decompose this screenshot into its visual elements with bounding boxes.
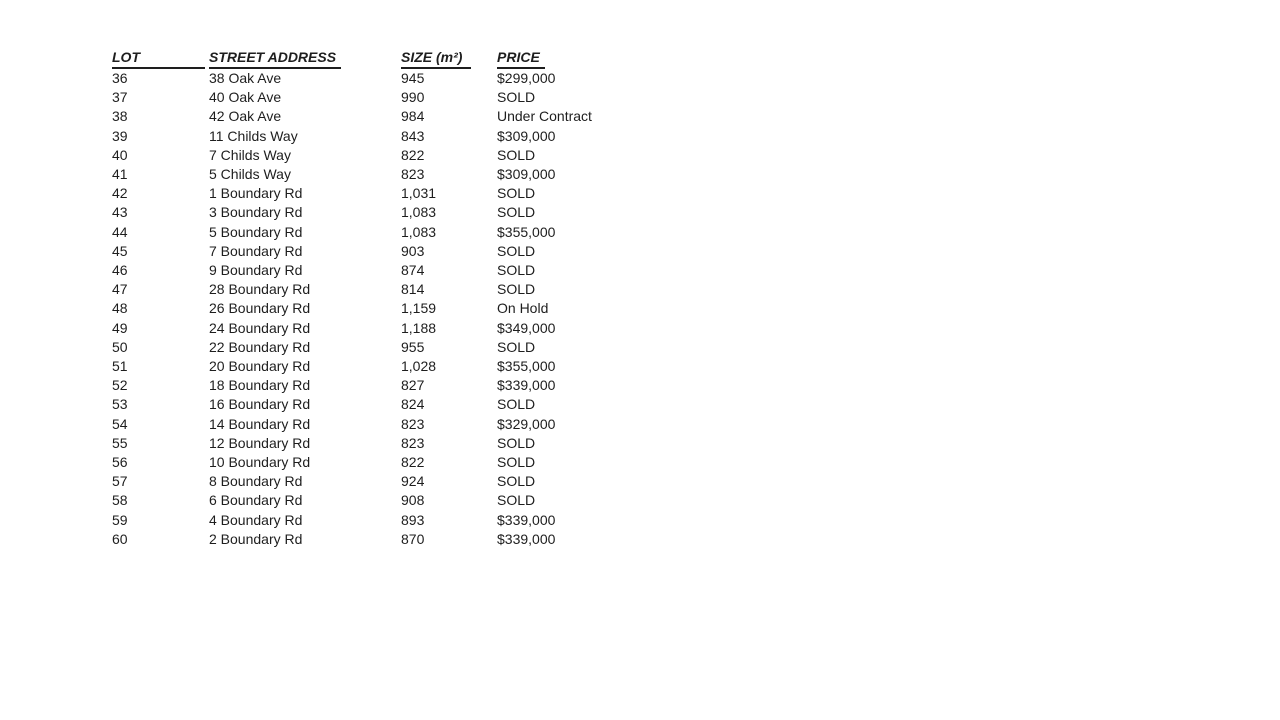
- table-row: [112, 165, 627, 184]
- table-row: [112, 280, 627, 299]
- cell-address: 38 Oak Ave: [209, 70, 282, 86]
- cell-lot: 45: [112, 242, 128, 259]
- cell-price: $329,000: [497, 415, 556, 432]
- cell-size: 843: [401, 127, 425, 144]
- header-price-label: PRICE: [497, 49, 540, 65]
- header-lot: [112, 48, 209, 69]
- cell-size: 1,159: [401, 300, 437, 317]
- table-row: [112, 453, 627, 472]
- table-row: [112, 223, 627, 242]
- cell-address: 10 Boundary Rd: [209, 454, 311, 471]
- cell-price: $339,000: [497, 377, 556, 394]
- cell-size: 822: [401, 146, 425, 163]
- cell-price: SOLD: [497, 338, 536, 355]
- cell-lot: 49: [112, 319, 128, 336]
- cell-price: SOLD: [497, 242, 536, 259]
- cell-address: 40 Oak Ave: [209, 89, 282, 106]
- cell-lot: 47: [112, 281, 128, 298]
- table-row: [112, 242, 627, 261]
- table-row: [112, 107, 627, 126]
- table-row: [112, 357, 627, 376]
- cell-size: 924: [401, 473, 425, 490]
- cell-size: 1,083: [401, 204, 437, 221]
- cell-address: 42 Oak Ave: [209, 108, 282, 125]
- cell-address: 5 Childs Way: [209, 166, 291, 183]
- cell-price: $299,000: [497, 70, 556, 86]
- cell-address: 2 Boundary Rd: [209, 530, 303, 547]
- cell-address: 4 Boundary Rd: [209, 511, 303, 528]
- cell-lot: 59: [112, 511, 128, 528]
- cell-size: 893: [401, 511, 425, 528]
- cell-lot: 55: [112, 434, 128, 451]
- cell-lot: 46: [112, 262, 128, 279]
- table-row: [112, 319, 627, 338]
- cell-size: 1,028: [401, 358, 437, 375]
- cell-address: 9 Boundary Rd: [209, 262, 303, 279]
- cell-size: 822: [401, 454, 425, 471]
- cell-price: SOLD: [497, 185, 536, 202]
- cell-price: SOLD: [497, 281, 536, 298]
- cell-price: $309,000: [497, 166, 556, 183]
- table-row: [112, 376, 627, 395]
- cell-lot: 38: [112, 108, 128, 125]
- cell-address: 18 Boundary Rd: [209, 377, 311, 394]
- cell-price: SOLD: [497, 262, 536, 279]
- cell-price: $355,000: [497, 223, 556, 240]
- cell-size: 824: [401, 396, 425, 413]
- lot-price-sheet: [112, 48, 627, 549]
- cell-price: $339,000: [497, 530, 556, 547]
- cell-lot: 51: [112, 358, 128, 375]
- table-row: [112, 415, 627, 434]
- table-row: [112, 88, 627, 107]
- header-street-address: [209, 48, 401, 69]
- cell-address: 8 Boundary Rd: [209, 473, 303, 490]
- cell-lot: 53: [112, 396, 128, 413]
- cell-size: 870: [401, 530, 425, 547]
- table-row: [112, 511, 627, 530]
- cell-lot: 54: [112, 415, 128, 432]
- cell-size: 827: [401, 377, 425, 394]
- cell-price: SOLD: [497, 396, 536, 413]
- cell-price: $349,000: [497, 319, 556, 336]
- table-row: [112, 299, 627, 318]
- header-size-label: SIZE (m²): [401, 49, 463, 65]
- cell-size: 990: [401, 89, 425, 106]
- table-row: [112, 491, 627, 510]
- cell-address: 1 Boundary Rd: [209, 185, 303, 202]
- table-row: [112, 184, 627, 203]
- cell-lot: 37: [112, 89, 128, 106]
- cell-lot: 39: [112, 127, 128, 144]
- cell-size: 1,083: [401, 223, 437, 240]
- cell-lot: 52: [112, 377, 128, 394]
- cell-price: SOLD: [497, 204, 536, 221]
- table-row: [112, 146, 627, 165]
- cell-size: 1,031: [401, 185, 437, 202]
- table-row: [112, 434, 627, 453]
- cell-price: SOLD: [497, 492, 536, 509]
- cell-size: 945: [401, 70, 425, 86]
- cell-address: 11 Childs Way: [209, 127, 298, 144]
- cell-lot: 57: [112, 473, 128, 490]
- table-row: [112, 395, 627, 414]
- table-row: [112, 530, 627, 549]
- cell-lot: 43: [112, 204, 128, 221]
- cell-lot: 41: [112, 166, 128, 183]
- cell-lot: 40: [112, 146, 128, 163]
- table-row: [112, 203, 627, 222]
- cell-address: 12 Boundary Rd: [209, 434, 311, 451]
- cell-price: SOLD: [497, 473, 536, 490]
- cell-price: $355,000: [497, 358, 556, 375]
- cell-price: SOLD: [497, 454, 536, 471]
- table-header: [112, 48, 627, 69]
- table-row: [112, 127, 627, 146]
- cell-address: 22 Boundary Rd: [209, 338, 311, 355]
- header-lot-label: LOT: [112, 49, 140, 65]
- table-body: [112, 69, 627, 549]
- header-street-address-label: STREET ADDRESS: [209, 49, 337, 65]
- cell-price: On Hold: [497, 300, 549, 317]
- table-row: [112, 69, 627, 88]
- cell-lot: 44: [112, 223, 128, 240]
- cell-address: 20 Boundary Rd: [209, 358, 311, 375]
- cell-size: 908: [401, 492, 425, 509]
- cell-size: 903: [401, 242, 425, 259]
- cell-size: 823: [401, 415, 425, 432]
- cell-address: 24 Boundary Rd: [209, 319, 311, 336]
- cell-size: 874: [401, 262, 425, 279]
- cell-lot: 36: [112, 70, 128, 86]
- cell-lot: 48: [112, 300, 128, 317]
- cell-size: 823: [401, 166, 425, 183]
- cell-price: SOLD: [497, 146, 536, 163]
- header-row: [112, 48, 627, 69]
- cell-address: 7 Childs Way: [209, 146, 291, 163]
- cell-price: $309,000: [497, 127, 556, 144]
- cell-lot: 56: [112, 454, 128, 471]
- cell-address: 6 Boundary Rd: [209, 492, 303, 509]
- cell-address: 3 Boundary Rd: [209, 204, 303, 221]
- cell-price: SOLD: [497, 434, 536, 451]
- cell-size: 984: [401, 108, 425, 125]
- table-row: [112, 472, 627, 491]
- cell-lot: 60: [112, 530, 128, 547]
- cell-address: 5 Boundary Rd: [209, 223, 303, 240]
- cell-address: 7 Boundary Rd: [209, 242, 303, 259]
- header-size: [401, 48, 497, 69]
- cell-size: 1,188: [401, 319, 437, 336]
- cell-lot: 50: [112, 338, 128, 355]
- table-row: [112, 338, 627, 357]
- table-row: [112, 261, 627, 280]
- cell-price: $339,000: [497, 511, 556, 528]
- cell-size: 955: [401, 338, 425, 355]
- cell-address: 28 Boundary Rd: [209, 281, 311, 298]
- cell-price: SOLD: [497, 89, 536, 106]
- cell-size: 823: [401, 434, 425, 451]
- cell-address: 16 Boundary Rd: [209, 396, 311, 413]
- cell-price: Under Contract: [497, 108, 592, 125]
- cell-size: 814: [401, 281, 425, 298]
- lot-price-table: [112, 48, 627, 549]
- cell-address: 26 Boundary Rd: [209, 300, 311, 317]
- cell-address: 14 Boundary Rd: [209, 415, 311, 432]
- header-price: [497, 48, 627, 69]
- cell-lot: 58: [112, 492, 128, 509]
- cell-lot: 42: [112, 185, 128, 202]
